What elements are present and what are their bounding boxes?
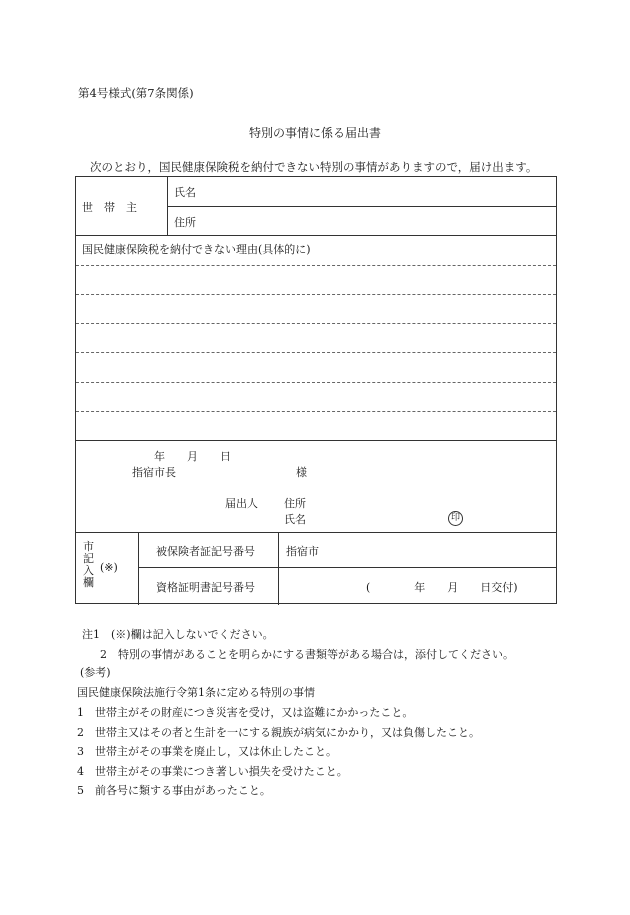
form-number-label: 第4号様式(第7条関係) [78,86,194,100]
city-section-mark: (※) [100,561,118,574]
city-label-divider [138,532,139,605]
qualification-label: 資格証明書記号番号 [156,581,255,594]
insured-card-label: 被保険者証記号番号 [156,545,255,558]
applicant-bottom-border [76,532,556,533]
reference-item: 4 世帯主がその事業につき著しい損失を受けたこと。 [77,765,348,778]
reference-item: 3 世帯主がその事業を廃止し，又は休止したこと。 [77,745,337,758]
date-line: 年 月 日 [154,450,231,463]
reason-bottom-border [76,440,556,441]
city-label-char-2: 記 [83,552,94,565]
city-label-char-1: 市 [83,540,94,553]
reference-heading: (参考) [80,666,111,679]
reason-line-5 [76,382,556,383]
applicant-label: 届出人 [225,497,258,510]
reference-item: 5 前各号に類する事由があったこと。 [77,784,271,797]
city-row-divider [138,567,556,568]
form-table [75,176,557,604]
intro-text: 次のとおり，国民健康保険税を納付できない特別の事情がありますので，届け出ます。 [90,160,538,174]
city-section-label [83,541,95,589]
city-label-char-3: 入 [83,564,94,577]
householder-label: 世 帯 主 [82,201,137,214]
reason-label: 国民健康保険税を納付できない理由(具体的に) [82,243,311,256]
issue-date: ( 年 月 日交付) [366,581,518,594]
addressee: 指宿市長 [132,466,176,479]
seal-mark: 印 [448,511,463,526]
householder-row-divider [167,206,556,207]
insured-card-value: 指宿市 [286,545,319,558]
applicant-address-label: 住所 [284,497,306,510]
note-1: 注1 (※)欄は記入しないでください。 [82,628,274,641]
note-2: 2 特別の事情があることを明らかにする書類等がある場合は，添付してください。 [100,648,514,661]
reason-line-6 [76,411,556,412]
reason-line-4 [76,352,556,353]
reference-subheading: 国民健康保険法施行令第1条に定める特別の事情 [77,686,315,699]
applicant-name-label: 氏名 [284,513,306,526]
householder-name-label: 氏名 [174,186,196,199]
city-value-divider [278,532,279,605]
reason-line-1 [76,265,556,266]
document-title: 特別の事情に係る届出書 [248,126,381,140]
honorific: 様 [296,466,307,479]
reference-item: 2 世帯主又はその者と生計を一にする親族が病気にかかり，又は負傷したこと。 [77,726,480,739]
reason-line-2 [76,294,556,295]
reference-item: 1 世帯主がその財産につき災害を受け，又は盗難にかかったこと。 [77,706,414,719]
householder-bottom-border [76,235,556,236]
householder-address-label: 住所 [174,216,196,229]
reason-line-3 [76,323,556,324]
city-label-char-4: 欄 [83,576,94,589]
